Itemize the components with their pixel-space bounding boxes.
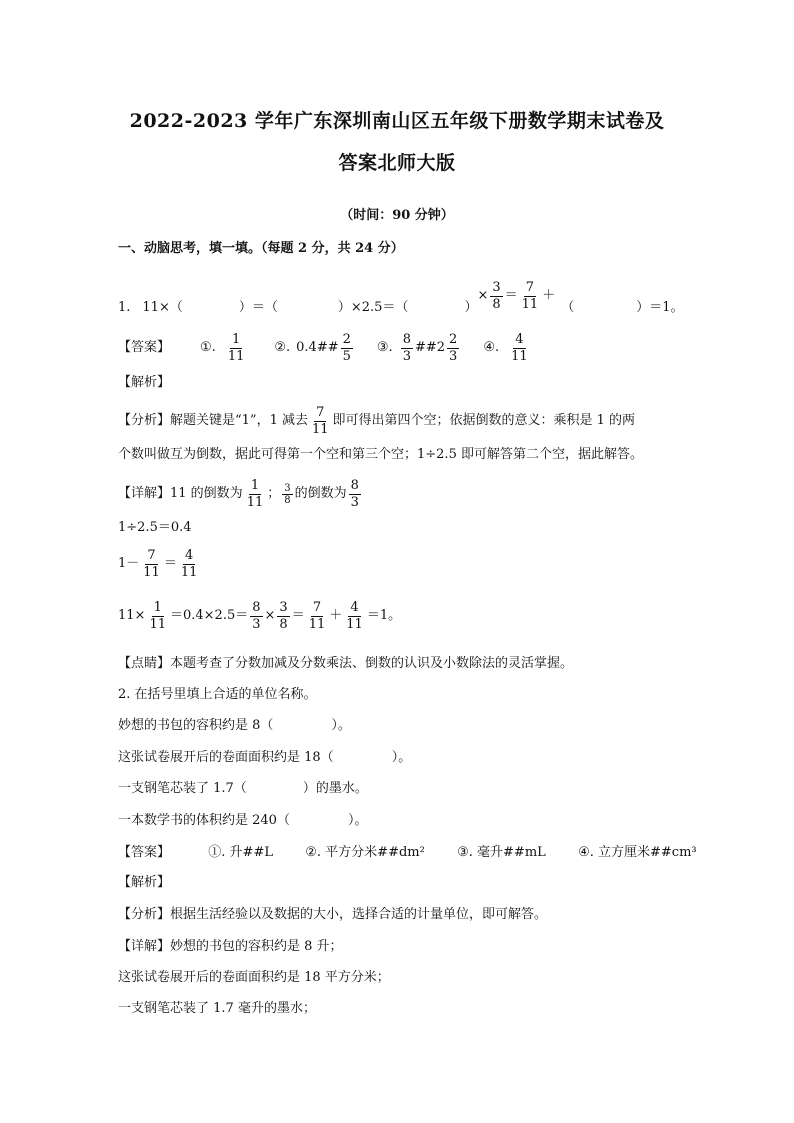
q2-line (118, 812, 367, 830)
fraction: $\frac{1}{11}$ (149, 599, 166, 632)
answer-text: ②. 平方分米##dm² (305, 845, 425, 860)
answer-tag: 【答案】 (118, 340, 171, 355)
fraction: $\frac{4}{11}$ (180, 547, 198, 580)
q2-stem: 2. 在括号里填上合适的单位名称。 (118, 687, 317, 702)
q2-text: 妙想的书包的容积约是 8（ (118, 718, 274, 733)
detail-text: ； (267, 486, 281, 501)
answer-label: ③. (376, 340, 393, 355)
times-sign: × (477, 288, 489, 303)
q2-analysis: 【分析】根据生活经验以及数据的大小，选择合适的计量单位，即可解答。 (118, 907, 548, 922)
calc-text: ＝0.4×2.5＝ (169, 608, 249, 623)
detail-text: 的倒数为 (294, 486, 347, 501)
fraction: $\frac{7}{11}$ (308, 599, 326, 632)
fraction: $\frac{2}{5}$ (342, 331, 351, 364)
calc-text: 1－ (118, 556, 140, 571)
q1-analysis-line2: 个数叫做互为倒数，据此可得第一个空和第三个空；1÷2.5 即可解答第二个空，据此解答。 (118, 447, 643, 462)
q2-text: 这张试卷展开后的卷面面积约是 18（ (118, 750, 334, 765)
answer-label: ②. (274, 340, 291, 355)
calc-text: ＋ (329, 608, 343, 623)
q2-text: ）的墨水。 (302, 781, 368, 796)
fraction: $\frac{8}{3}$ (252, 599, 261, 632)
q1-part: ）＝1。 (636, 300, 684, 315)
answer-text: ③. 毫升##mL (457, 845, 546, 860)
doc-title-line1: 2022-2023 学年广东深圳南山区五年级下册数学期末试卷及 (129, 110, 665, 132)
q2-text: ）。 (331, 718, 351, 733)
q1-detail (118, 476, 363, 512)
answer-text: ④. 立方厘米##cm³ (578, 845, 697, 860)
analysis-label: 【解析】 (118, 875, 171, 890)
fraction: $\frac{8}{3}$ (350, 477, 359, 510)
plus-sign: ＋ (542, 288, 556, 303)
q1-part: （ (561, 300, 575, 315)
answer-text: ##2 (414, 340, 446, 355)
analysis-text: 即可得出第四个空；依据倒数的意义：乘积是 1 的两 (332, 413, 636, 428)
answer-text: 0.4## (296, 340, 339, 355)
q2-detail: 这张试卷展开后的卷面面积约是 18 平方分米； (118, 970, 390, 985)
q2-text: ）。 (391, 750, 412, 765)
fraction: $\frac{3}{8}$ (492, 279, 501, 312)
q1-part: ）＝（ (238, 300, 278, 315)
fraction: $\frac{1}{11}$ (246, 477, 264, 510)
fraction: $\frac{4}{11}$ (346, 599, 363, 632)
q2-text: 一本数学书的体积约是 240（ (118, 813, 290, 828)
detail-text: 【详解】11 的倒数为 (118, 486, 243, 501)
analysis-label: 【解析】 (118, 375, 171, 390)
calc-text: × (264, 608, 276, 623)
doc-title-line2: 答案北师大版 (338, 152, 456, 174)
fraction: $\frac{3}{8}$ (284, 482, 291, 506)
q1-number: 1. (118, 300, 131, 315)
q2-detail: 【详解】妙想的书包的容积约是 8 升； (118, 939, 343, 954)
q1-part: 11×（ (142, 300, 183, 315)
q2-text: ）。 (347, 813, 368, 828)
time-note: （时间：90 分钟） (340, 208, 454, 223)
fraction: $\frac{7}{11}$ (311, 404, 329, 437)
analysis-text: 【分析】解题关键是“1”，1 减去 (118, 413, 308, 428)
answer-label: ①. (200, 340, 216, 355)
answer-tag: 【答案】 (118, 845, 171, 860)
fraction: $\frac{2}{3}$ (449, 331, 458, 364)
calc-line: 1÷2.5＝0.4 (118, 520, 192, 535)
fraction: $\frac{7}{11}$ (143, 547, 160, 580)
q2-text: 一支钢笔芯装了 1.7（ (118, 781, 247, 796)
q1-stem (118, 279, 684, 326)
calc-text: 11× (118, 608, 146, 623)
calc-text: ＝1。 (366, 608, 402, 623)
q1-point: 【点睛】本题考查了分数加减及分数乘法、倒数的认识及小数除法的灵活掌握。 (118, 656, 574, 671)
q2-line (118, 780, 368, 798)
answer-label: ④. (483, 340, 500, 355)
calc-line (118, 598, 401, 634)
calc-line (118, 546, 201, 582)
q2-detail: 一支钢笔芯装了 1.7 毫升的墨水； (118, 1001, 316, 1016)
fraction: $\frac{4}{11}$ (511, 331, 528, 364)
q1-analysis-line1 (118, 404, 635, 438)
q2-line (118, 717, 351, 735)
q2-line (118, 749, 411, 767)
answer-text: ①. 升##L (208, 845, 273, 860)
calc-text: ＝ (291, 608, 305, 623)
fraction: $\frac{7}{11}$ (521, 279, 539, 312)
fraction: $\frac{3}{8}$ (279, 599, 288, 632)
q2-answer (118, 844, 697, 862)
equals-sign: ＝ (504, 288, 518, 303)
calc-text: ＝ (163, 556, 177, 571)
section1-heading: 一、动脑思考，填一填。（每题 2 分，共 24 分） (118, 241, 404, 256)
fraction: $\frac{1}{11}$ (227, 331, 245, 364)
q1-answer (118, 330, 532, 366)
q1-part: ） (464, 300, 478, 315)
q1-part: ）×2.5＝（ (337, 300, 409, 315)
fraction: $\frac{8}{3}$ (402, 331, 411, 364)
